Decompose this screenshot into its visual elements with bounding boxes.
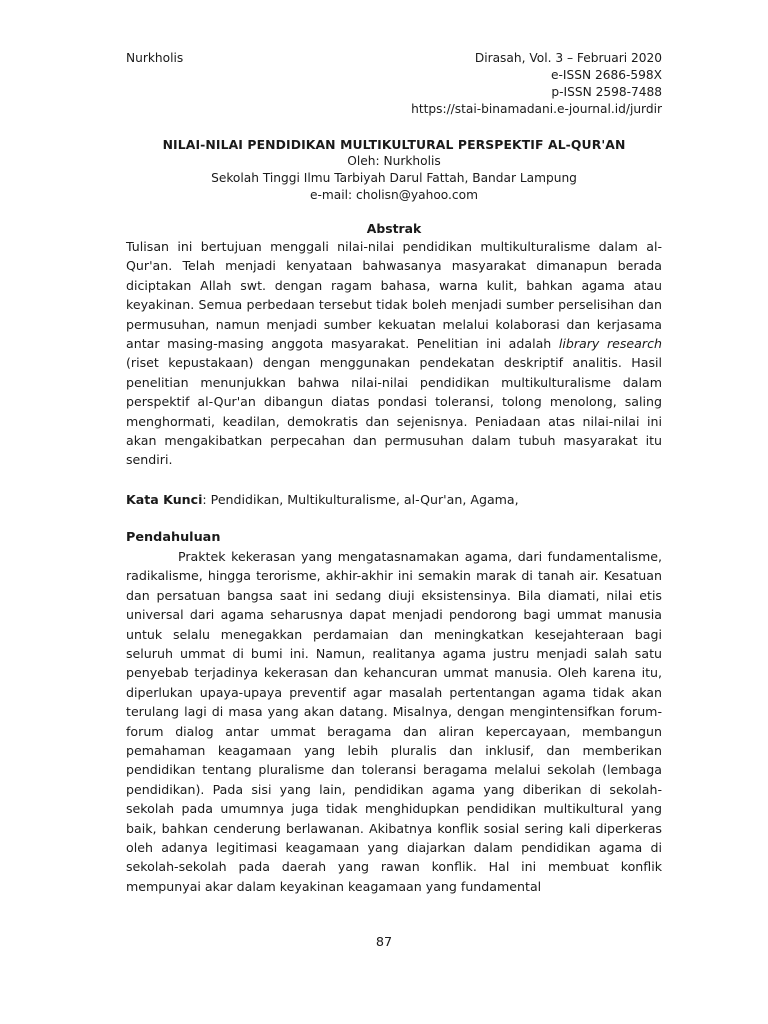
- abstract-italic-term: library research: [558, 336, 662, 352]
- article-affiliation: Sekolah Tinggi Ilmu Tarbiyah Darul Fattah, Bandar Lampung: [211, 171, 577, 185]
- abstract-text-part-1: Tulisan ini bertujuan menggali nilai-nilai pendidikan multikulturalisme dalam al-Qur'an. Telah menjadi kenyataan bahwasanya masyarakat dimanapun berada diciptakan Allah swt. dengan ragam bahasa, warna kulit, bahkan agama atau keyakinan. Semua perbedaan tersebut tidak boleh menjadi sumber perselisihan dan permusuhan, namun menjadi sumber kekuatan melalui kolaborasi dan kerjasama antar masing-masing anggota masyarakat. Penelitian ini adalah: [126, 239, 662, 352]
- running-header: [126, 50, 662, 120]
- keywords-line: [126, 490, 662, 509]
- header-author: Nurkholis: [126, 51, 184, 65]
- header-eissn: e-ISSN 2686-598X: [551, 68, 662, 82]
- section-heading-introduction: Pendahuluan: [126, 529, 221, 545]
- abstract-text-part-2: (riset kepustakaan) dengan menggunakan pendekatan deskriptif analitis. Hasil penelitian menunjukkan bahwa nilai-nilai pendidikan multikulturalisme dalam perspektif al-Qur'an dibangun diatas pondasi toleransi, tolong menolong, saling menghormati, keadilan, demokratis dan sejenisnya. Peniadaan atas nilai-nilai ini akan mengakibatkan perpecahan dan permusuhan dalam tubuh masyarakat itu sendiri.: [126, 355, 662, 468]
- abstract-heading: Abstrak: [366, 221, 422, 236]
- header-journal: Dirasah, Vol. 3 – Februari 2020: [474, 51, 662, 65]
- abstract-text: [126, 237, 662, 470]
- keywords-value: : Pendidikan, Multikulturalisme, al-Qur'an, Agama,: [202, 491, 519, 507]
- header-pissn: p-ISSN 2598-7488: [551, 85, 662, 99]
- header-url: https://stai-binamadani.e-journal.id/jurdir: [411, 102, 662, 116]
- article-byline: Oleh: Nurkholis: [347, 154, 441, 168]
- header-journal-info: [411, 50, 662, 118]
- keywords-label: Kata Kunci: [126, 491, 203, 507]
- article-title: NILAI-NILAI PENDIDIKAN MULTIKULTURAL PERSPEKTIF AL-QUR'AN: [162, 137, 626, 152]
- page-number: 87: [375, 935, 393, 950]
- article-email: e-mail: cholisn@yahoo.com: [310, 188, 478, 202]
- introduction-paragraph: Praktek kekerasan yang mengatasnamakan agama, dari fundamentalisme, radikalisme, hingga terorisme, akhir-akhir ini semakin marak di tanah air. Kesatuan dan persatuan bangsa saat ini sedang diuji eksistensinya. Bila diamati, nilai etis universal dari agama seharusnya dapat menjadi pendorong bagi ummat manusia untuk selalu menegakkan perdamaian dan meningkatkan kesejahteraan bagi seluruh ummat di bumi ini. Namun, realitanya agama justru menjadi salah satu penyebab terjadinya kekerasan dan kehancuran ummat manusia. Oleh karena itu, diperlukan upaya-upaya preventif agar masalah pertentangan agama tidak akan terulang lagi di masa yang akan datang. Misalnya, dengan mengintensifkan forum-forum dialog antar ummat beragama dan aliran kepercayaan, membangun pemahaman keagamaan yang lebih pluralis dan inklusif, dan memberikan pendidikan tentang pluralisme dan toleransi beragama melalui sekolah (lembaga pendidikan). Pada sisi yang lain, pendidikan agama yang diberikan di sekolah-sekolah pada umumnya juga tidak menghidupkan pendidikan multikultural yang baik, bahkan cenderung berlawanan. Akibatnya konflik sosial sering kali diperkeras oleh adanya legitimasi keagamaan yang diajarkan dalam pendidikan agama di sekolah-sekolah pada daerah yang rawan konflik. Hal ini membuat konflik mempunyai akar dalam keyakinan keagamaan yang fundamental: [126, 548, 662, 894]
- document-page: [126, 50, 662, 896]
